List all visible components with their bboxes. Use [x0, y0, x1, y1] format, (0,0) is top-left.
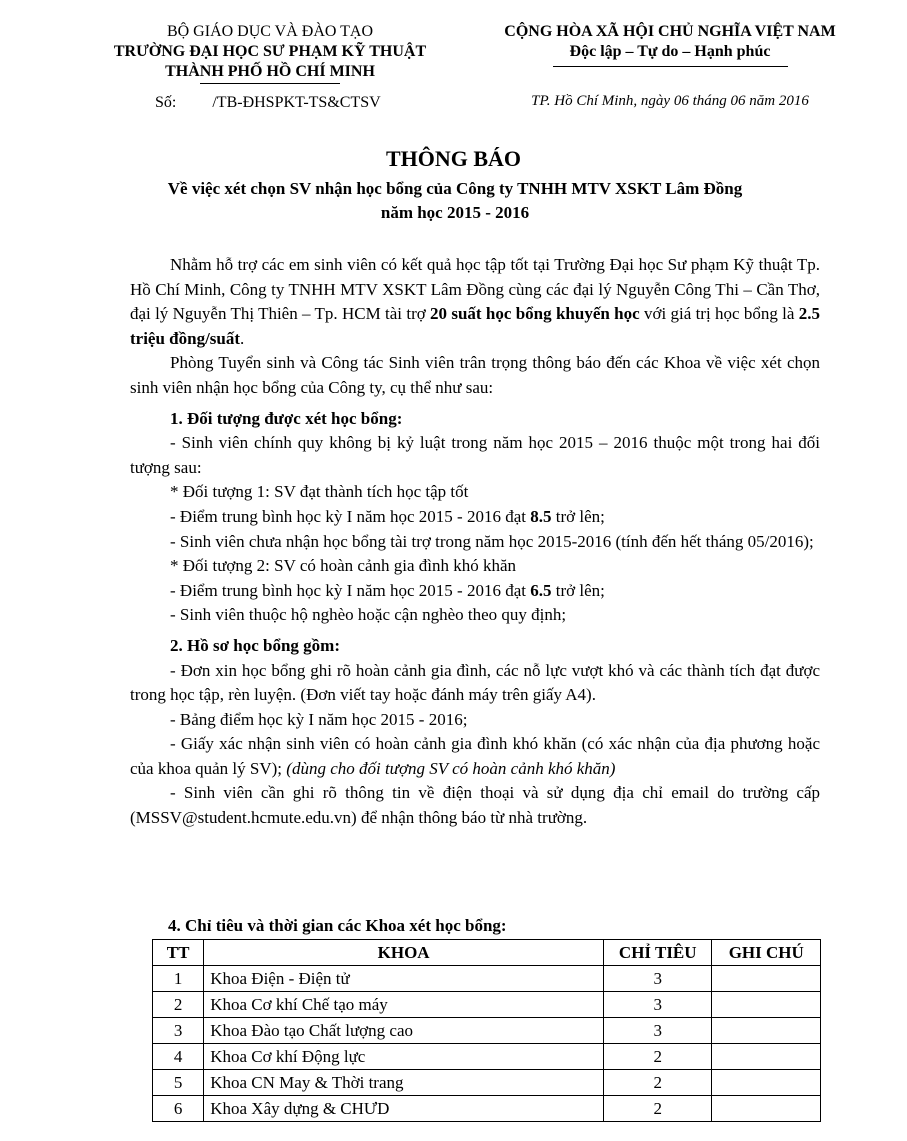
group-2-gpa-suffix: trở lên;: [551, 580, 605, 600]
document-title: THÔNG BÁO: [385, 146, 522, 171]
cell-ghi-chu: [712, 1044, 821, 1070]
section-2-heading: 2. Hồ sơ học bổng gồm:: [170, 635, 340, 655]
column-header-ghi-chu: GHI CHÚ: [712, 940, 821, 966]
group-1-condition: - Sinh viên chưa nhận học bổng tài trợ trong năm học 2015-2016 (tính đến hết tháng 05/2016);: [170, 531, 814, 551]
document-number-value: /TB-ĐHSPKT-TS&CTSV: [212, 94, 381, 111]
cell-chi-tieu: 2: [604, 1044, 712, 1070]
announcement-paragraph: Phòng Tuyển sinh và Công tác Sinh viên trân trọng thông báo đến các Khoa về việc xét chọn sinh viên nhận học bổng của Công ty, cụ thể như sau:: [130, 353, 820, 397]
intro-text-2: với giá trị học bổng là: [639, 304, 799, 324]
group-2-title: * Đối tượng 2: SV có hoàn cảnh gia đình khó khăn: [170, 556, 517, 576]
national-name: CỘNG HÒA XÃ HỘI CHỦ NGHĨA VIỆT NAM: [504, 23, 836, 40]
group-1-title: * Đối tượng 1: SV đạt thành tích học tập tốt: [170, 482, 469, 502]
subtitle-line-2: năm học 2015 - 2016: [380, 203, 530, 222]
document-number-label: Số:: [155, 94, 177, 111]
group-1-gpa-value: 8.5: [530, 506, 552, 526]
dossier-item-3-note: (dùng cho đối tượng SV có hoàn cảnh khó khăn): [286, 758, 616, 778]
table-row: [153, 992, 821, 1018]
dossier-item-2: - Bảng điểm học kỳ I năm học 2015 - 2016;: [170, 709, 468, 729]
group-2-condition: - Sinh viên thuộc hộ nghèo hoặc cận nghèo theo quy định;: [170, 605, 567, 625]
cell-ghi-chu: [712, 966, 821, 992]
dossier-item-3-text: - Giấy xác nhận sinh viên có hoàn cảnh gia đình khó khăn (có xác nhận của địa phương hoặc của khoa quản lý SV);: [130, 734, 820, 778]
table-row: [153, 1018, 821, 1044]
group-1-gpa-text: - Điểm trung bình học kỳ I năm học 2015 - 2016 đạt: [170, 506, 531, 526]
table-header-row: [153, 940, 821, 966]
issuer-header: [95, 22, 445, 84]
national-motto: Độc lập – Tự do – Hạnh phúc: [569, 43, 771, 60]
dossier-item-3: [130, 732, 820, 781]
column-header-tt: TT: [153, 940, 204, 966]
group-1-gpa-suffix: trở lên;: [551, 506, 605, 526]
cell-chi-tieu: 3: [604, 992, 712, 1018]
dossier-item-1: - Đơn xin học bổng ghi rõ hoàn cảnh gia đình, các nỗ lực vượt khó và các thành tích đạt được trong học tập, rèn luyện. (Đơn viết tay hoặc đánh máy trên giấy A4).: [130, 660, 820, 705]
cell-tt: 4: [153, 1044, 204, 1070]
quota-table: [152, 939, 821, 1122]
document-number: [155, 94, 381, 112]
group-2-gpa: [130, 579, 820, 604]
cell-tt: 6: [153, 1096, 204, 1122]
cell-tt: 3: [153, 1018, 204, 1044]
table-row: [153, 966, 821, 992]
scholarship-value: 2.5 triệu đồng/suất: [130, 304, 821, 348]
cell-tt: 2: [153, 992, 204, 1018]
column-header-khoa: KHOA: [204, 940, 604, 966]
group-2-gpa-value: 6.5: [530, 580, 552, 600]
eligibility-general: - Sinh viên chính quy không bị kỷ luật trong năm học 2015 – 2016 thuộc một trong hai đối tượng sau:: [130, 433, 820, 477]
group-2-gpa-text: - Điểm trung bình học kỳ I năm học 2015 - 2016 đạt: [170, 580, 531, 600]
cell-chi-tieu: 2: [604, 1096, 712, 1122]
cell-ghi-chu: [712, 1070, 821, 1096]
place-date: TP. Hồ Chí Minh, ngày 06 tháng 06 năm 2016: [531, 93, 809, 109]
cell-khoa: Khoa Xây dựng & CHƯD: [204, 1096, 604, 1122]
cell-khoa: Khoa Cơ khí Chế tạo máy: [204, 992, 604, 1018]
intro-text: Nhằm hỗ trợ các em sinh viên có kết quả học tập tốt tại Trường Đại học Sư phạm Kỹ thuật Tp. Hồ Chí Minh, Công ty TNHH MTV XSKT Lâm Đồng cùng các đại lý Nguyễn Công Thi – Cần Thơ, đại lý Nguyễn Thị Thiên – Tp. HCM tài trợ: [130, 255, 820, 324]
cell-khoa: Khoa Đào tạo Chất lượng cao: [204, 1018, 604, 1044]
cell-chi-tieu: 2: [604, 1070, 712, 1096]
column-header-chi-tieu: CHỈ TIÊU: [604, 940, 712, 966]
cell-tt: 5: [153, 1070, 204, 1096]
intro-paragraph: [130, 253, 820, 351]
cell-khoa: Khoa Điện - Điện tử: [204, 966, 604, 992]
dossier-item-4: - Sinh viên cần ghi rõ thông tin về điện thoại và sử dụng địa chỉ email do trường cấp (MSSV@student.hcmute.edu.vn) để nhận thông báo từ nhà trường.: [130, 783, 820, 828]
table-row: [153, 1096, 821, 1122]
table-row: [153, 1044, 821, 1070]
document-subtitle: [80, 177, 830, 225]
scholarship-count: 20 suất học bổng khuyến học: [430, 304, 640, 324]
subtitle-line-1: Về việc xét chọn SV nhận học bổng của Công ty TNHH MTV XSKT Lâm Đồng: [167, 179, 743, 198]
cell-ghi-chu: [712, 1096, 821, 1122]
table-row: [153, 1070, 821, 1096]
document-body: [130, 253, 820, 831]
motto-underline: [553, 66, 788, 67]
group-1-gpa: [130, 505, 820, 530]
section-1-heading: 1. Đối tượng được xét học bổng:: [170, 408, 403, 428]
cell-khoa: Khoa Cơ khí Động lực: [204, 1044, 604, 1070]
cell-tt: 1: [153, 966, 204, 992]
issuer-underline: [200, 83, 340, 84]
cell-ghi-chu: [712, 1018, 821, 1044]
university-city: THÀNH PHỐ HỒ CHÍ MINH: [165, 63, 375, 80]
cell-khoa: Khoa CN May & Thời trang: [204, 1070, 604, 1096]
national-header: [450, 22, 890, 67]
cell-chi-tieu: 3: [604, 1018, 712, 1044]
section-4-heading: 4. Chỉ tiêu và thời gian các Khoa xét học bổng:: [168, 916, 507, 935]
cell-chi-tieu: 3: [604, 966, 712, 992]
university-name: TRƯỜNG ĐẠI HỌC SƯ PHẠM KỸ THUẬT: [113, 43, 427, 60]
ministry-name: BỘ GIÁO DỤC VÀ ĐÀO TẠO: [166, 23, 374, 40]
cell-ghi-chu: [712, 992, 821, 1018]
intro-text-end: .: [240, 328, 245, 348]
